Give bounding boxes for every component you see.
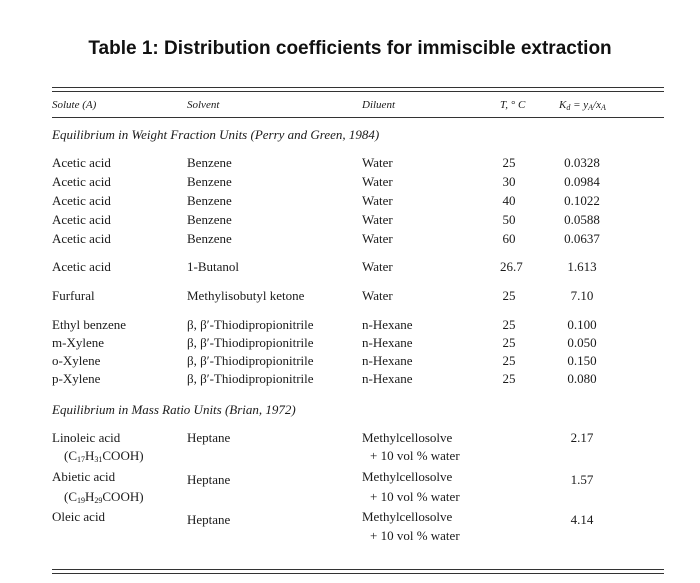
- diluent-cell: Water: [362, 155, 393, 170]
- header-solvent: Solvent: [187, 99, 220, 111]
- solvent-cell: Benzene: [187, 231, 232, 246]
- header-solute: Solute (A): [52, 99, 97, 111]
- solvent-cell: β, β′-Thiodipropionitrile: [187, 317, 314, 332]
- temperature-cell: 25: [502, 335, 516, 350]
- k-value-cell: 1.613: [567, 259, 597, 274]
- diluent-cell: Water: [362, 259, 393, 274]
- diluent-cell: n-Hexane: [362, 335, 413, 350]
- formula-cell: $(C_{17}H_{31}COOH)$: [64, 448, 144, 464]
- diluent-cell: Methylcellosolve: [362, 469, 453, 484]
- bottom-rule: [52, 569, 664, 574]
- temperature-cell: 25: [502, 353, 516, 368]
- temperature-cell: 25: [502, 371, 516, 386]
- diluent-cell: n-Hexane: [362, 317, 413, 332]
- solvent-cell: β, β′-Thiodipropionitrile: [187, 353, 314, 368]
- solvent-cell: β, β′-Thiodipropionitrile: [187, 371, 314, 386]
- distribution-table: [52, 87, 664, 575]
- diluent-cell: n-Hexane: [362, 353, 413, 368]
- solvent-cell: β, β′-Thiodipropionitrile: [187, 335, 314, 350]
- solvent-cell: Benzene: [187, 174, 232, 189]
- table-title: Table 1: Distribution coefficients for immiscible extraction: [88, 38, 612, 59]
- solvent-cell: Heptane: [187, 512, 231, 527]
- k-value-cell: 0.1022: [564, 193, 600, 208]
- solute-cell: Acetic acid: [52, 155, 111, 170]
- temperature-cell: 25: [502, 155, 516, 170]
- header-rule: [52, 117, 664, 118]
- diluent-cell: Water: [362, 288, 393, 303]
- solute-cell: Acetic acid: [52, 231, 111, 246]
- temperature-cell: 25: [502, 288, 516, 303]
- diluent-cell: Water: [362, 193, 393, 208]
- temperature-cell: 40: [502, 193, 516, 208]
- solute-cell: Acetic acid: [52, 212, 111, 227]
- k-value-cell: 2.17: [570, 430, 594, 445]
- header-temperature: T, ° C: [500, 99, 526, 111]
- diluent-cell: Water: [362, 174, 393, 189]
- diluent-note-cell: + 10 vol % water: [370, 528, 460, 543]
- diluent-note-cell: + 10 vol % water: [370, 489, 460, 504]
- solute-cell: Linoleic acid: [52, 430, 121, 445]
- solute-cell: Oleic acid: [52, 509, 106, 524]
- solvent-cell: Benzene: [187, 212, 232, 227]
- section-heading-mass-ratio: Equilibrium in Mass Ratio Units (Brian, 1972): [52, 402, 296, 417]
- diluent-cell: Water: [362, 231, 393, 246]
- solute-cell: p-Xylene: [52, 371, 101, 386]
- diluent-cell: Water: [362, 212, 393, 227]
- k-value-cell: 0.080: [567, 371, 597, 386]
- temperature-cell: 25: [502, 317, 516, 332]
- k-value-cell: 4.14: [570, 512, 594, 527]
- k-value-cell: 1.57: [570, 472, 594, 487]
- section-heading-weight-fraction: Equilibrium in Weight Fraction Units (Perry and Green, 1984): [52, 127, 380, 142]
- temperature-cell: 26.7: [500, 259, 523, 274]
- k-value-cell: 7.10: [570, 288, 594, 303]
- top-rule: [52, 87, 664, 92]
- temperature-cell: 30: [502, 174, 516, 189]
- solute-cell: o-Xylene: [52, 353, 101, 368]
- solute-cell: Ethyl benzene: [52, 317, 126, 332]
- solute-cell: Abietic acid: [52, 469, 116, 484]
- solvent-cell: 1-Butanol: [187, 259, 239, 274]
- solvent-cell: Heptane: [187, 472, 231, 487]
- solute-cell: m-Xylene: [52, 335, 104, 350]
- solute-cell: Acetic acid: [52, 174, 111, 189]
- solvent-cell: Benzene: [187, 155, 232, 170]
- diluent-cell: Methylcellosolve: [362, 430, 453, 445]
- k-value-cell: 0.150: [567, 353, 597, 368]
- diluent-note-cell: + 10 vol % water: [370, 448, 460, 463]
- diluent-cell: n-Hexane: [362, 371, 413, 386]
- temperature-cell: 50: [502, 212, 516, 227]
- k-value-cell: 0.0328: [564, 155, 600, 170]
- k-value-cell: 0.0984: [564, 174, 600, 189]
- k-value-cell: 0.0637: [564, 231, 600, 246]
- solute-cell: Acetic acid: [52, 193, 111, 208]
- k-value-cell: 0.100: [567, 317, 597, 332]
- solute-cell: Acetic acid: [52, 259, 111, 274]
- temperature-cell: 60: [502, 231, 516, 246]
- k-value-cell: 0.050: [567, 335, 597, 350]
- solute-cell: Furfural: [52, 288, 95, 303]
- formula-cell: $(C_{19}H_{29}COOH)$: [64, 489, 144, 505]
- header-distribution-coefficient: $K_d = y_A/x_A$: [559, 99, 606, 112]
- header-diluent: Diluent: [362, 99, 395, 111]
- solvent-cell: Heptane: [187, 430, 231, 445]
- k-value-cell: 0.0588: [564, 212, 600, 227]
- solvent-cell: Benzene: [187, 193, 232, 208]
- diluent-cell: Methylcellosolve: [362, 509, 453, 524]
- solvent-cell: Methylisobutyl ketone: [187, 288, 305, 303]
